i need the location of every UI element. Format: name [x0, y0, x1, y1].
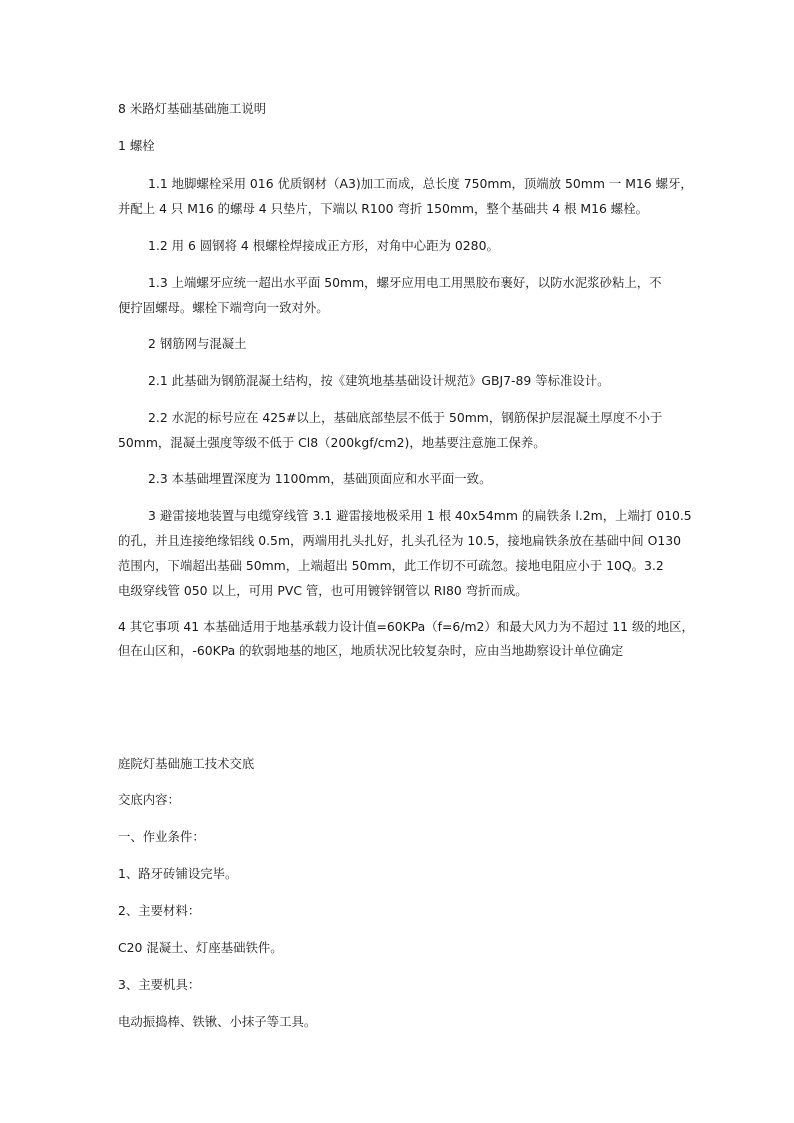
- paragraph-1-1-line-1: 1.1 地脚螺栓采用 016 优质钢材（A3)加工而成，总长度 750mm，顶端放 50mm 一 M16 螺牙，: [148, 176, 693, 191]
- paragraph-4-line-2: 但在山区和，-60KPa 的软弱地基的地区，地质状况比较复杂时，应由当地勘察设计单位确定: [118, 643, 624, 658]
- list-item-3-text: 电动振捣棒、铁锹、小抹子等工具。: [118, 1014, 317, 1029]
- paragraph-4-line-1: 4 其它事项 41 本基础适用于地基承载力设计值=60KPa（f=6/m2）和最大风力为不超过 11 级的地区，: [118, 619, 694, 634]
- paragraph-1-2: 1.2 用 6 圆钢将 4 根螺栓焊接成正方形，对角中心距为 0280。: [148, 238, 499, 253]
- paragraph-2-1: 2.1 此基础为钢筋混凝土结构，按《建筑地基基础设计规范》GBJ7-89 等标准设计。: [148, 373, 610, 388]
- list-item-2: 2、主要材料：: [118, 903, 201, 918]
- paragraph-2-2-line-1: 2.2 水泥的标号应在 425#以上，基础底部垫层不低于 50mm，钢筋保护层混凝土厚度不小于: [148, 410, 663, 425]
- list-item-1: 1、路牙砖铺设完毕。: [118, 866, 238, 881]
- content-label: 交底内容：: [118, 792, 180, 807]
- paragraph-1-3-line-1: 1.3 上端螺牙应统一超出水平面 50mm，螺牙应用电工用黑胶布裹好，以防水泥浆砂粘上，不: [148, 275, 662, 290]
- paragraph-1-3-line-2: 便拧固螺母。螺栓下端弯向一致对外。: [118, 300, 329, 315]
- document-title: 8 米路灯基础基础施工说明: [118, 101, 267, 116]
- paragraph-3-line-1: 3 避雷接地装置与电缆穿线管 3.1 避雷接地极采用 1 根 40x54mm 的扁铁条 l.2m，上端打 010.5: [148, 508, 692, 523]
- paragraph-2-3: 2.3 本基础埋置深度为 1100mm，基础顶面应和水平面一致。: [148, 471, 492, 486]
- list-item-2-text: C20 混凝土、灯座基础铁件。: [118, 940, 283, 955]
- paragraph-1-1-line-2: 并配上 4 只 M16 的螺母 4 只垫片，下端以 R100 弯折 150mm，整个基础共 4 根 M16 螺栓。: [118, 201, 648, 216]
- section-heading-bolts: 1 螺栓: [118, 138, 155, 153]
- section-heading-rebar-concrete: 2 钢筋网与混凝土: [148, 336, 247, 351]
- paragraph-3-line-2: 的孔，并且连接绝缘铝线 0.5m，两端用扎头扎好，扎头孔径为 10.5，接地扁铁条放在基础中间 O130: [118, 533, 682, 548]
- list-item-3: 3、主要机具：: [118, 977, 201, 992]
- paragraph-3-line-4: 电级穿线管 050 以上，可用 PVC 管，也可用镀锌钢管以 RI80 弯折而成。: [118, 583, 528, 598]
- paragraph-3-line-3: 范围内，下端超出基础 50mm，上端超出 50mm，此工作切不可疏忽。接地电阻应小于 10Q。3.2: [118, 558, 664, 573]
- section-title-courtyard-lamp: 庭院灯基础施工技术交底: [118, 756, 255, 771]
- paragraph-2-2-line-2: 50mm，混凝土强度等级不低于 Cl8（200kgf/cm2)，地基要注意施工保养。: [118, 435, 546, 450]
- work-conditions-heading: 一、作业条件：: [118, 829, 205, 844]
